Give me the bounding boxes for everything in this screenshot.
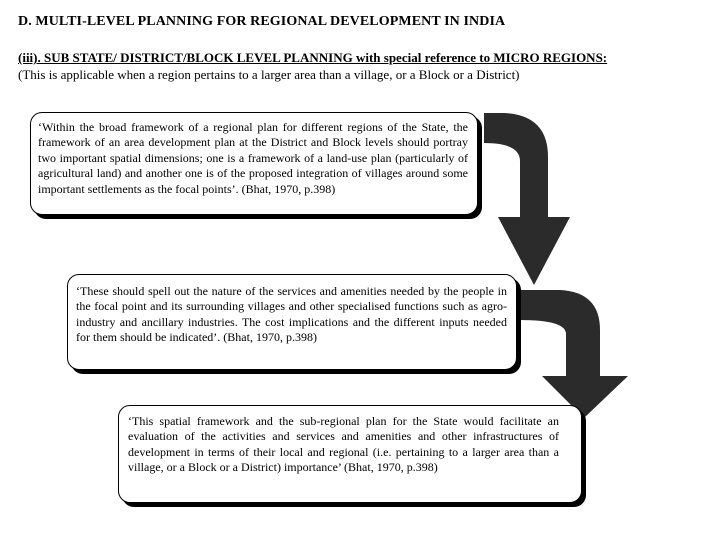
down-arrow-icon [520, 290, 670, 420]
quote-box-2 [67, 274, 517, 370]
quote-text-3: ‘This spatial framework and the sub-regional plan for the State would facilitate an evaluation of the activities and services and amenities and other infrastructures of development in terms of their local and regional (i.e. pertaining to a larger area than a village, or a Block or a District) importance’ (Bhat, 1970, p.398) [128, 414, 559, 475]
applicability-note: (This is applicable when a region pertains to a larger area than a village, or a Block or a District) [18, 67, 520, 82]
down-arrow-icon [484, 113, 604, 288]
page-title: D. MULTI-LEVEL PLANNING FOR REGIONAL DEVELOPMENT IN INDIA [18, 14, 506, 29]
quote-text-2: ‘These should spell out the nature of the services and amenities needed by the people in the focal point and its surrounding villages and other specialised functions such as agro-industry and ancillary industries. The cost implications and the different inputs needed for them should be indicated’. (Bhat, 1970, p.398) [76, 284, 507, 345]
quote-text-1: ‘Within the broad framework of a regional plan for different regions of the State, the framework of an area development plan at the District and Block levels should portray two important spatial dimensions; one is a framework of a land-use plan (particularly of agricultural land) and another one is of the proposed integration of villages around some important settlements as the focal points’. (Bhat, 1970, p.398) [38, 120, 468, 196]
quote-box-3 [118, 405, 582, 503]
section-subtitle: (iii). SUB STATE/ DISTRICT/BLOCK LEVEL PLANNING with special reference to MICRO REGIONS: [18, 50, 608, 65]
quote-box-1 [30, 112, 478, 215]
